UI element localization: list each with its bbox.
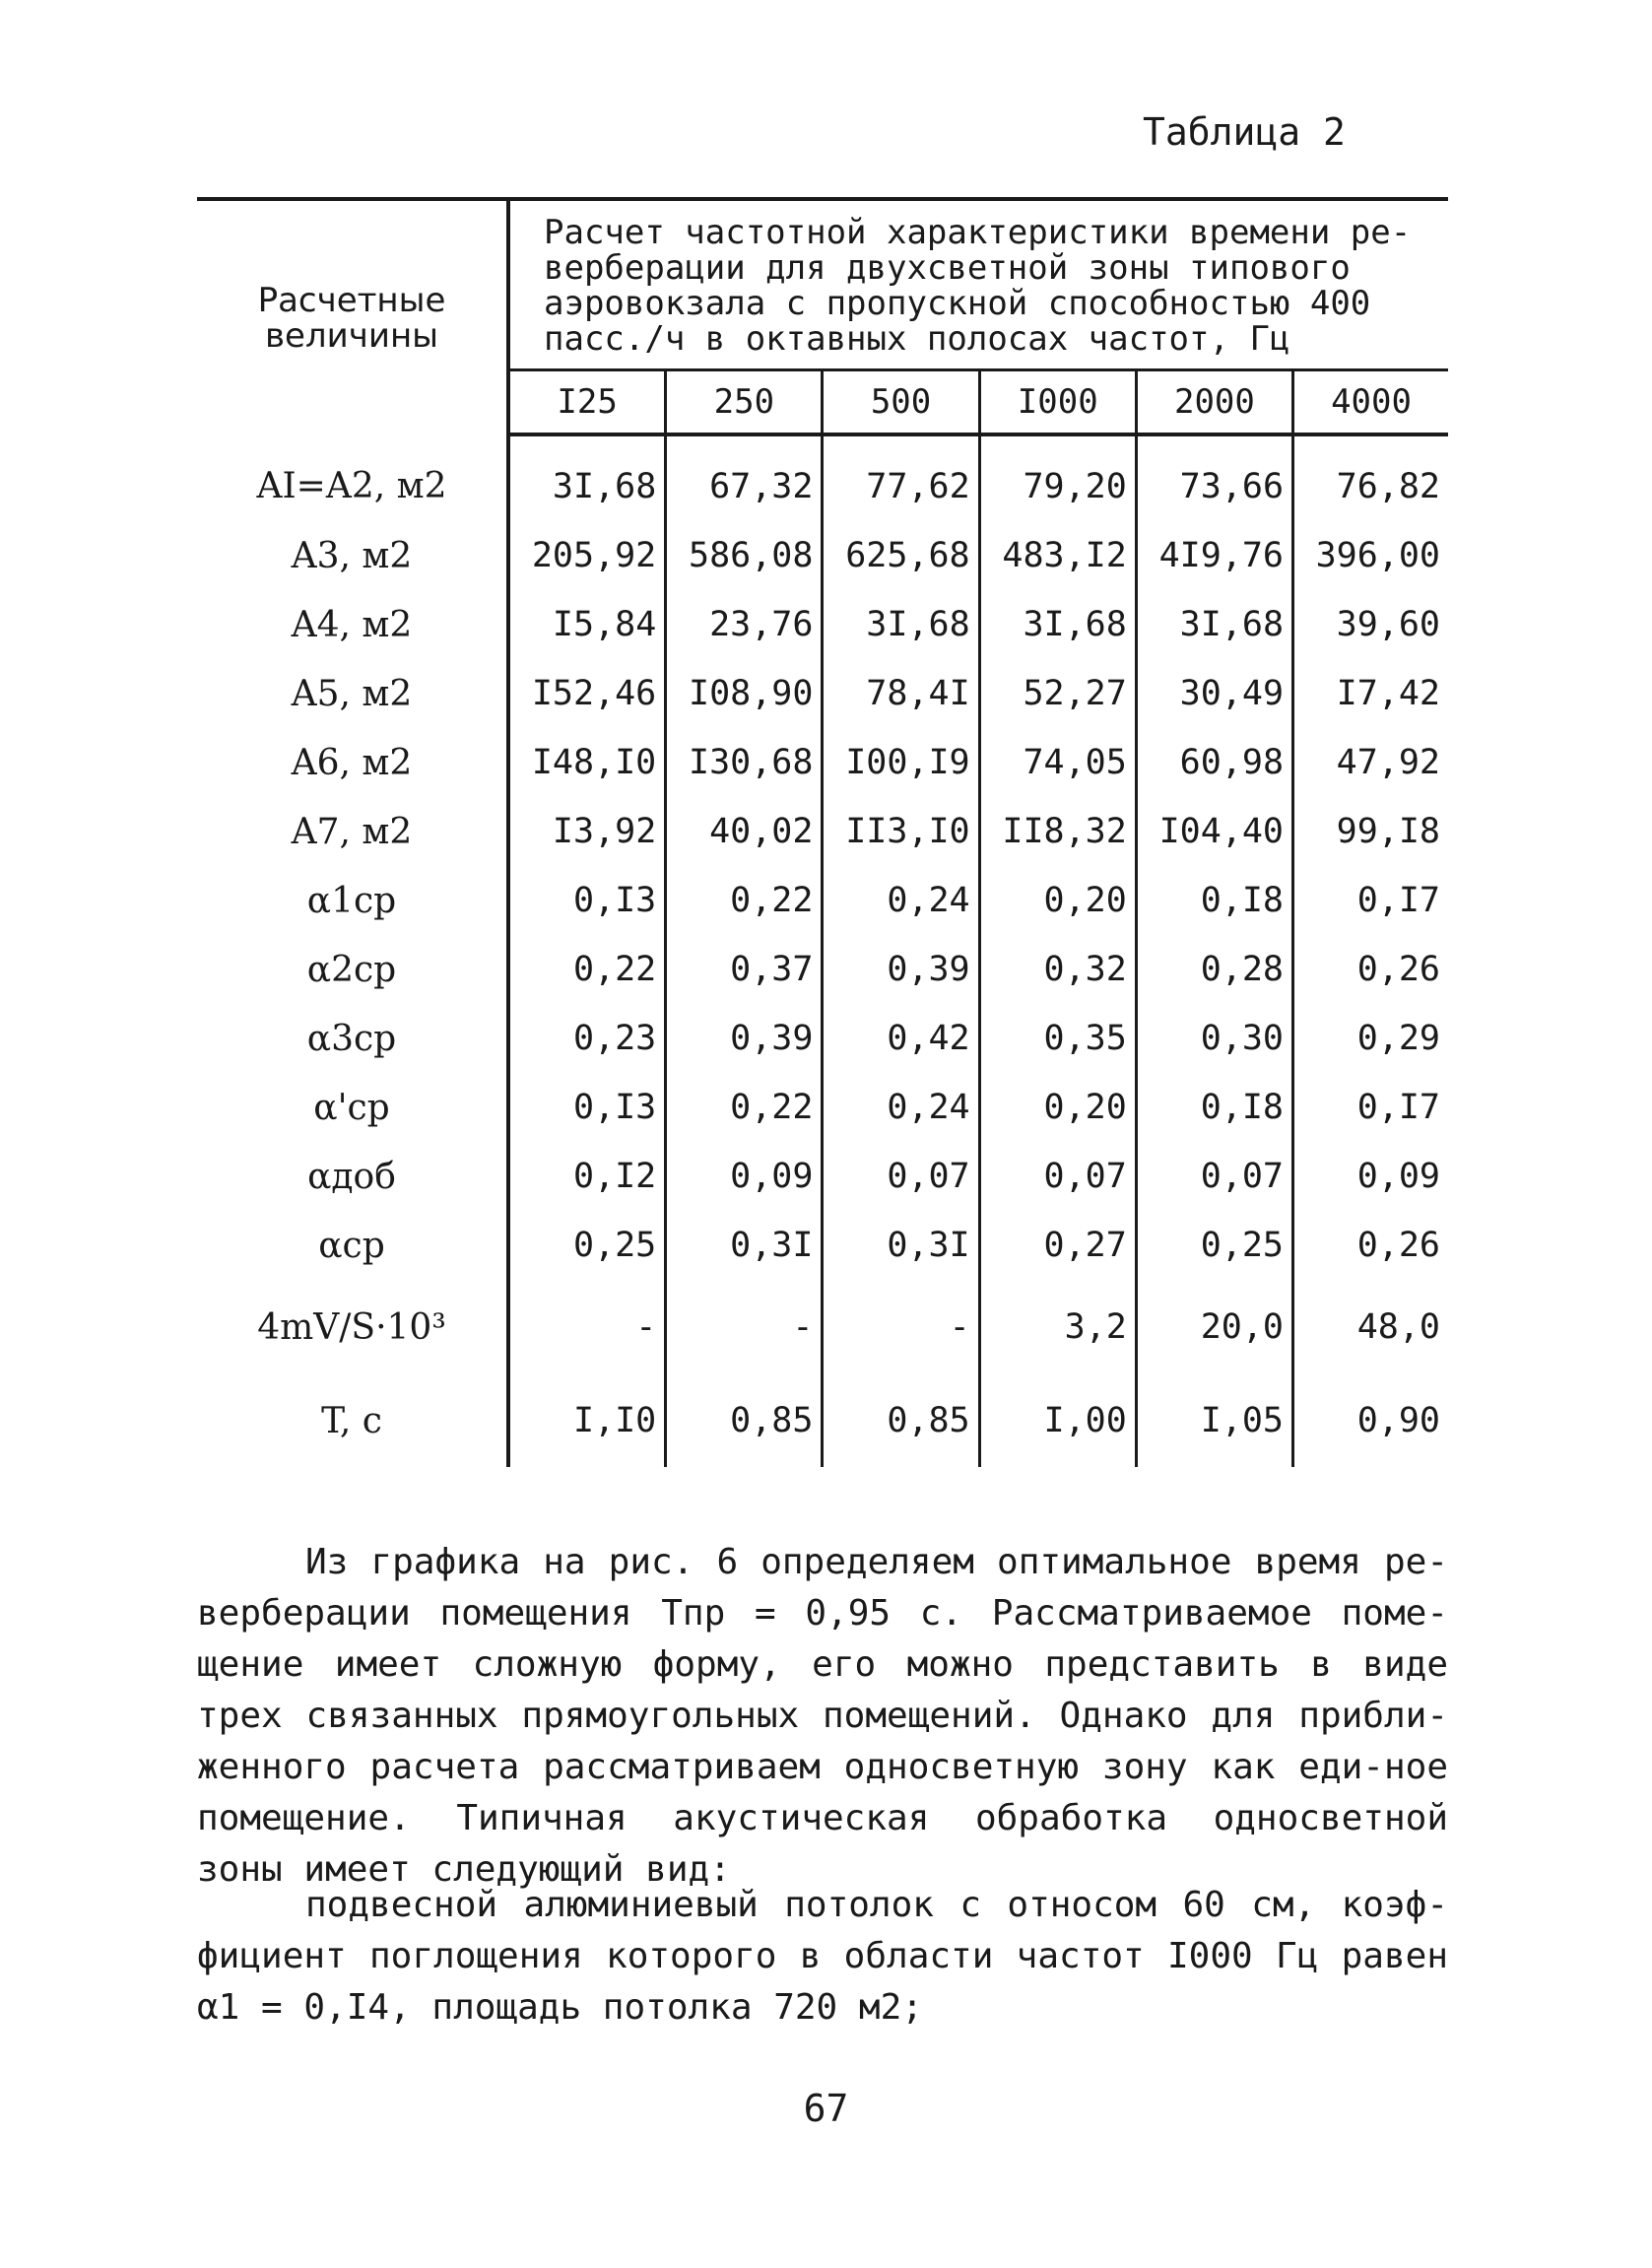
table-cell: 0,07 bbox=[823, 1142, 979, 1211]
row-label: A7, м2 bbox=[197, 797, 508, 866]
table-row bbox=[197, 590, 1448, 659]
table-row bbox=[197, 728, 1448, 797]
table-cell: 48,0 bbox=[1356, 1307, 1440, 1347]
table-body bbox=[197, 434, 1448, 1467]
freq-header: I25 bbox=[508, 370, 666, 435]
table-cell: 0,25 bbox=[1136, 1211, 1292, 1280]
table-cell: 52,27 bbox=[979, 659, 1136, 728]
table-caption: Таблица 2 bbox=[1143, 110, 1346, 154]
table-cell: 4I9,76 bbox=[1136, 521, 1292, 590]
row-label: T, с bbox=[197, 1374, 508, 1467]
table-cell: 483,I2 bbox=[979, 521, 1136, 590]
reverberation-table bbox=[197, 197, 1448, 1467]
table-cell: 0,85 bbox=[823, 1374, 979, 1467]
table-cell: 0,I8 bbox=[1136, 1073, 1292, 1142]
table-cell: 40,02 bbox=[666, 797, 823, 866]
table-row bbox=[197, 866, 1448, 935]
table-row bbox=[197, 521, 1448, 590]
table-cell: 73,66 bbox=[1136, 434, 1292, 521]
table-row bbox=[197, 797, 1448, 866]
paragraph-ceiling: подвесной алюминиевый потолок с относом 60 см, коэф-фициент поглощения которого в области частот I000 Гц равен α1 = 0,I4, площадь потолка 720 м2; bbox=[197, 1885, 1448, 2028]
table-cell: 47,92 bbox=[1336, 743, 1440, 782]
row-label: αдоб bbox=[197, 1142, 508, 1211]
table-cell: I00,I9 bbox=[823, 728, 979, 797]
table-cell: 0,32 bbox=[979, 935, 1136, 1004]
table-cell: I,05 bbox=[1136, 1374, 1292, 1467]
table-cell: 0,22 bbox=[508, 935, 666, 1004]
table-cell: 0,42 bbox=[823, 1004, 979, 1073]
table-cell: I52,46 bbox=[508, 659, 666, 728]
table-cell: 0,28 bbox=[1136, 935, 1292, 1004]
row-label: α3ср bbox=[197, 1004, 508, 1073]
table-row bbox=[197, 1374, 1448, 1467]
table-cell: 23,76 bbox=[666, 590, 823, 659]
row-label: α1ср bbox=[197, 866, 508, 935]
table-row bbox=[197, 1073, 1448, 1142]
table-cell: II8,32 bbox=[979, 797, 1136, 866]
table-cell: 0,I8 bbox=[1136, 866, 1292, 935]
table-cell: 0,20 bbox=[979, 1073, 1136, 1142]
row-label: αср bbox=[197, 1211, 508, 1280]
table-row bbox=[197, 935, 1448, 1004]
table-cell: 0,09 bbox=[666, 1142, 823, 1211]
table-row bbox=[197, 659, 1448, 728]
table-title: Расчет частотной характеристики времени ре-верберации для двухсветной зоны типового аэровокзала с пропускной способностью 400 пасс./ч в октавных полосах частот, Гц bbox=[508, 199, 1448, 370]
row-label: AI=A2, м2 bbox=[197, 434, 508, 521]
table-cell: 0,85 bbox=[666, 1374, 823, 1467]
table-cell: I3,92 bbox=[508, 797, 666, 866]
table-cell: 0,24 bbox=[823, 1073, 979, 1142]
table-cell: 39,60 bbox=[1336, 605, 1440, 644]
freq-header: 2000 bbox=[1136, 370, 1292, 435]
table-row bbox=[197, 1211, 1448, 1280]
table-cell: I5,84 bbox=[508, 590, 666, 659]
table-cell: 79,20 bbox=[979, 434, 1136, 521]
row-label: α'ср bbox=[197, 1073, 508, 1142]
table-cell: 99,I8 bbox=[1336, 812, 1440, 851]
table-cell: I04,40 bbox=[1136, 797, 1292, 866]
table-cell: 0,25 bbox=[508, 1211, 666, 1280]
table-cell: 3,2 bbox=[979, 1280, 1136, 1374]
table-cell: 0,37 bbox=[666, 935, 823, 1004]
table-cell: 205,92 bbox=[508, 521, 666, 590]
table-cell: 0,3I bbox=[666, 1211, 823, 1280]
table-cell: 0,07 bbox=[979, 1142, 1136, 1211]
table-cell: 77,62 bbox=[823, 434, 979, 521]
table-cell: 76,82 bbox=[1336, 467, 1440, 506]
table-cell: 0,27 bbox=[979, 1211, 1136, 1280]
table-cell: 0,22 bbox=[666, 1073, 823, 1142]
table-cell: 3I,68 bbox=[508, 434, 666, 521]
table-cell: 67,32 bbox=[666, 434, 823, 521]
table-cell: 60,98 bbox=[1136, 728, 1292, 797]
table-cell: 0,23 bbox=[508, 1004, 666, 1073]
label-column-header: Расчетные величины bbox=[197, 199, 508, 434]
table-cell: I,I0 bbox=[508, 1374, 666, 1467]
table-cell: 3I,68 bbox=[823, 590, 979, 659]
table-cell: 0,29 bbox=[1356, 1019, 1440, 1058]
table-cell: I08,90 bbox=[666, 659, 823, 728]
freq-header: 4000 bbox=[1293, 370, 1448, 435]
freq-header: 500 bbox=[823, 370, 979, 435]
table-cell: 0,I7 bbox=[1356, 1088, 1440, 1127]
table-cell: 0,26 bbox=[1356, 950, 1440, 989]
table-row bbox=[197, 1280, 1448, 1374]
table-cell: 78,4I bbox=[823, 659, 979, 728]
table-cell: 0,24 bbox=[823, 866, 979, 935]
table-cell: 3I,68 bbox=[979, 590, 1136, 659]
table-cell: 74,05 bbox=[979, 728, 1136, 797]
table-cell: 0,39 bbox=[666, 1004, 823, 1073]
table-cell: 0,3I bbox=[823, 1211, 979, 1280]
table-cell: 0,20 bbox=[979, 866, 1136, 935]
table-cell: 0,07 bbox=[1136, 1142, 1292, 1211]
table-cell: II3,I0 bbox=[823, 797, 979, 866]
table-cell: 0,22 bbox=[666, 866, 823, 935]
row-label: α2ср bbox=[197, 935, 508, 1004]
table-cell: I30,68 bbox=[666, 728, 823, 797]
table-cell: 20,0 bbox=[1136, 1280, 1292, 1374]
table-cell: 0,I3 bbox=[508, 866, 666, 935]
table-cell: 0,I2 bbox=[508, 1142, 666, 1211]
table-cell: 396,00 bbox=[1315, 536, 1440, 575]
table-cell: 0,I7 bbox=[1356, 881, 1440, 920]
freq-header: I000 bbox=[979, 370, 1136, 435]
table-cell: 0,30 bbox=[1136, 1004, 1292, 1073]
table-cell: I,00 bbox=[979, 1374, 1136, 1467]
table-row bbox=[197, 434, 1448, 521]
table-cell: 625,68 bbox=[823, 521, 979, 590]
freq-header: 250 bbox=[666, 370, 823, 435]
table-row bbox=[197, 1142, 1448, 1211]
table-cell: 0,26 bbox=[1356, 1226, 1440, 1265]
row-label: A4, м2 bbox=[197, 590, 508, 659]
table-cell: 3I,68 bbox=[1136, 590, 1292, 659]
table-cell: 0,35 bbox=[979, 1004, 1136, 1073]
table-cell: - bbox=[666, 1280, 823, 1374]
table-row bbox=[197, 1004, 1448, 1073]
page-number: 67 bbox=[803, 2087, 849, 2130]
table-cell: 30,49 bbox=[1136, 659, 1292, 728]
table-cell: I48,I0 bbox=[508, 728, 666, 797]
table-cell: 0,I3 bbox=[508, 1073, 666, 1142]
paragraph-reverberation-time: Из графика на рис. 6 определяем оптимальное время ре-верберации помещения Tпр = 0,95 с. Рассматриваемое поме-щение имеет сложную форму, его можно представить в виде трех связанных прямоугольных помещений. Однако для прибли-женного расчета рассматриваем односветную зону как еди-ное помещение. Типичная акустическая обработка односветной зоны имеет следующий вид: bbox=[197, 1542, 1448, 1890]
table-header-row bbox=[197, 199, 1448, 370]
row-label: A6, м2 bbox=[197, 728, 508, 797]
table-cell: 0,09 bbox=[1356, 1157, 1440, 1196]
row-label: A3, м2 bbox=[197, 521, 508, 590]
table-cell: I7,42 bbox=[1336, 674, 1440, 713]
table-cell: 0,39 bbox=[823, 935, 979, 1004]
table-cell: - bbox=[508, 1280, 666, 1374]
table-cell: 586,08 bbox=[666, 521, 823, 590]
table-cell: 0,90 bbox=[1356, 1401, 1440, 1440]
table-cell: - bbox=[823, 1280, 979, 1374]
row-label: 4mV/S·10³ bbox=[197, 1280, 508, 1374]
row-label: A5, м2 bbox=[197, 659, 508, 728]
